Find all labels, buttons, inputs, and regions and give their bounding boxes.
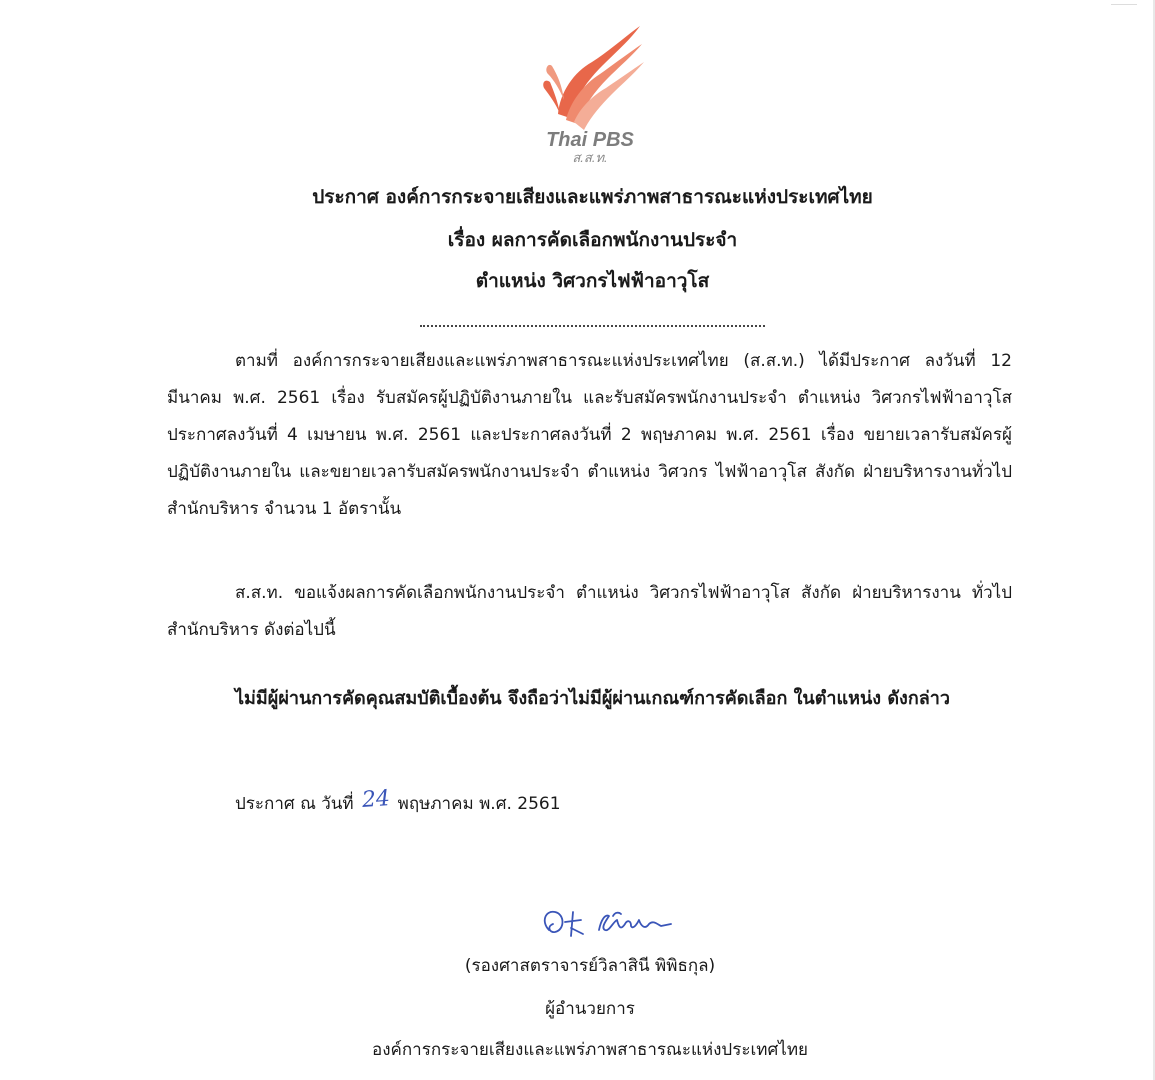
paragraph-background-text: ตามที่ องค์การกระจายเสียงและแพร่ภาพสาธารณะแห่งประเทศไทย (ส.ส.ท.) ได้มีประกาศ ลงวันที่ 12 มีนาคม พ.ศ. 2561 เรื่อง รับสมัครผู้ปฏิบัติงานภายใน และรับสมัครพนักงานประจำ ตำแหน่ง วิศวกรไฟฟ้าอาวุโส ประกาศลงวันที่ 4 เมษายน พ.ศ. 2561 และประกาศลงวันที่ 2 พฤษภาคม พ.ศ. 2561 เรื่อง ขยายเวลารับสมัครผู้ปฏิบัติงานภายใน และขยายเวลารับสมัครพนักงานประจำ ตำแหน่ง วิศวกร ไฟฟ้าอาวุโส สังกัด ฝ่ายบริหารงานทั่วไป สำนักบริหาร จำนวน 1 อัตรานั้น: [167, 351, 1012, 519]
handwritten-day: 24: [360, 786, 391, 813]
announcement-subject: เรื่อง ผลการคัดเลือกพนักงานประจำ: [447, 229, 738, 251]
paragraph-result-text: ไม่มีผู้ผ่านการคัดคุณสมบัติเบื้องต้น จึงถือว่าไม่มีผู้ผ่านเกณฑ์การคัดเลือก ในตำแหน่ง ดังกล่าว: [235, 688, 950, 709]
logo-wordmark: Thai PBS: [546, 129, 634, 151]
paragraph-background: [167, 343, 1012, 528]
scan-mark: [1111, 4, 1137, 5]
logo-subtitle: ส.ส.ท.: [572, 150, 608, 165]
thai-pbs-logo: [530, 22, 650, 172]
signatory-name: (รองศาสตราจารย์วิลาสินี พิพิธกุล): [464, 956, 716, 976]
date-suffix: พฤษภาคม พ.ศ. 2561: [397, 794, 561, 814]
signature: [535, 900, 695, 950]
date-prefix: ประกาศ ณ วันที่: [235, 794, 354, 814]
signatory-title: ผู้อำนวยการ: [545, 999, 635, 1019]
paragraph-notice: [167, 575, 1012, 649]
signatory-organization: องค์การกระจายเสียงและแพร่ภาพสาธารณะแห่งประเทศไทย: [372, 1040, 808, 1060]
announcement-heading: ประกาศ องค์การกระจายเสียงและแพร่ภาพสาธารณะแห่งประเทศไทย: [312, 186, 873, 208]
announcement-date: [235, 786, 561, 816]
paragraph-result: [167, 679, 1012, 718]
bird-icon: [530, 22, 650, 130]
paragraph-notice-text: ส.ส.ท. ขอแจ้งผลการคัดเลือกพนักงานประจำ ตำแหน่ง วิศวกรไฟฟ้าอาวุโส สังกัด ฝ่ายบริหารงาน ทั่วไป สำนักบริหาร ดังต่อไปนี้: [167, 583, 1012, 640]
announcement-position: ตำแหน่ง วิศวกรไฟฟ้าอาวุโส: [475, 270, 710, 292]
signature-icon: [535, 900, 695, 950]
dotted-divider: [420, 325, 765, 327]
